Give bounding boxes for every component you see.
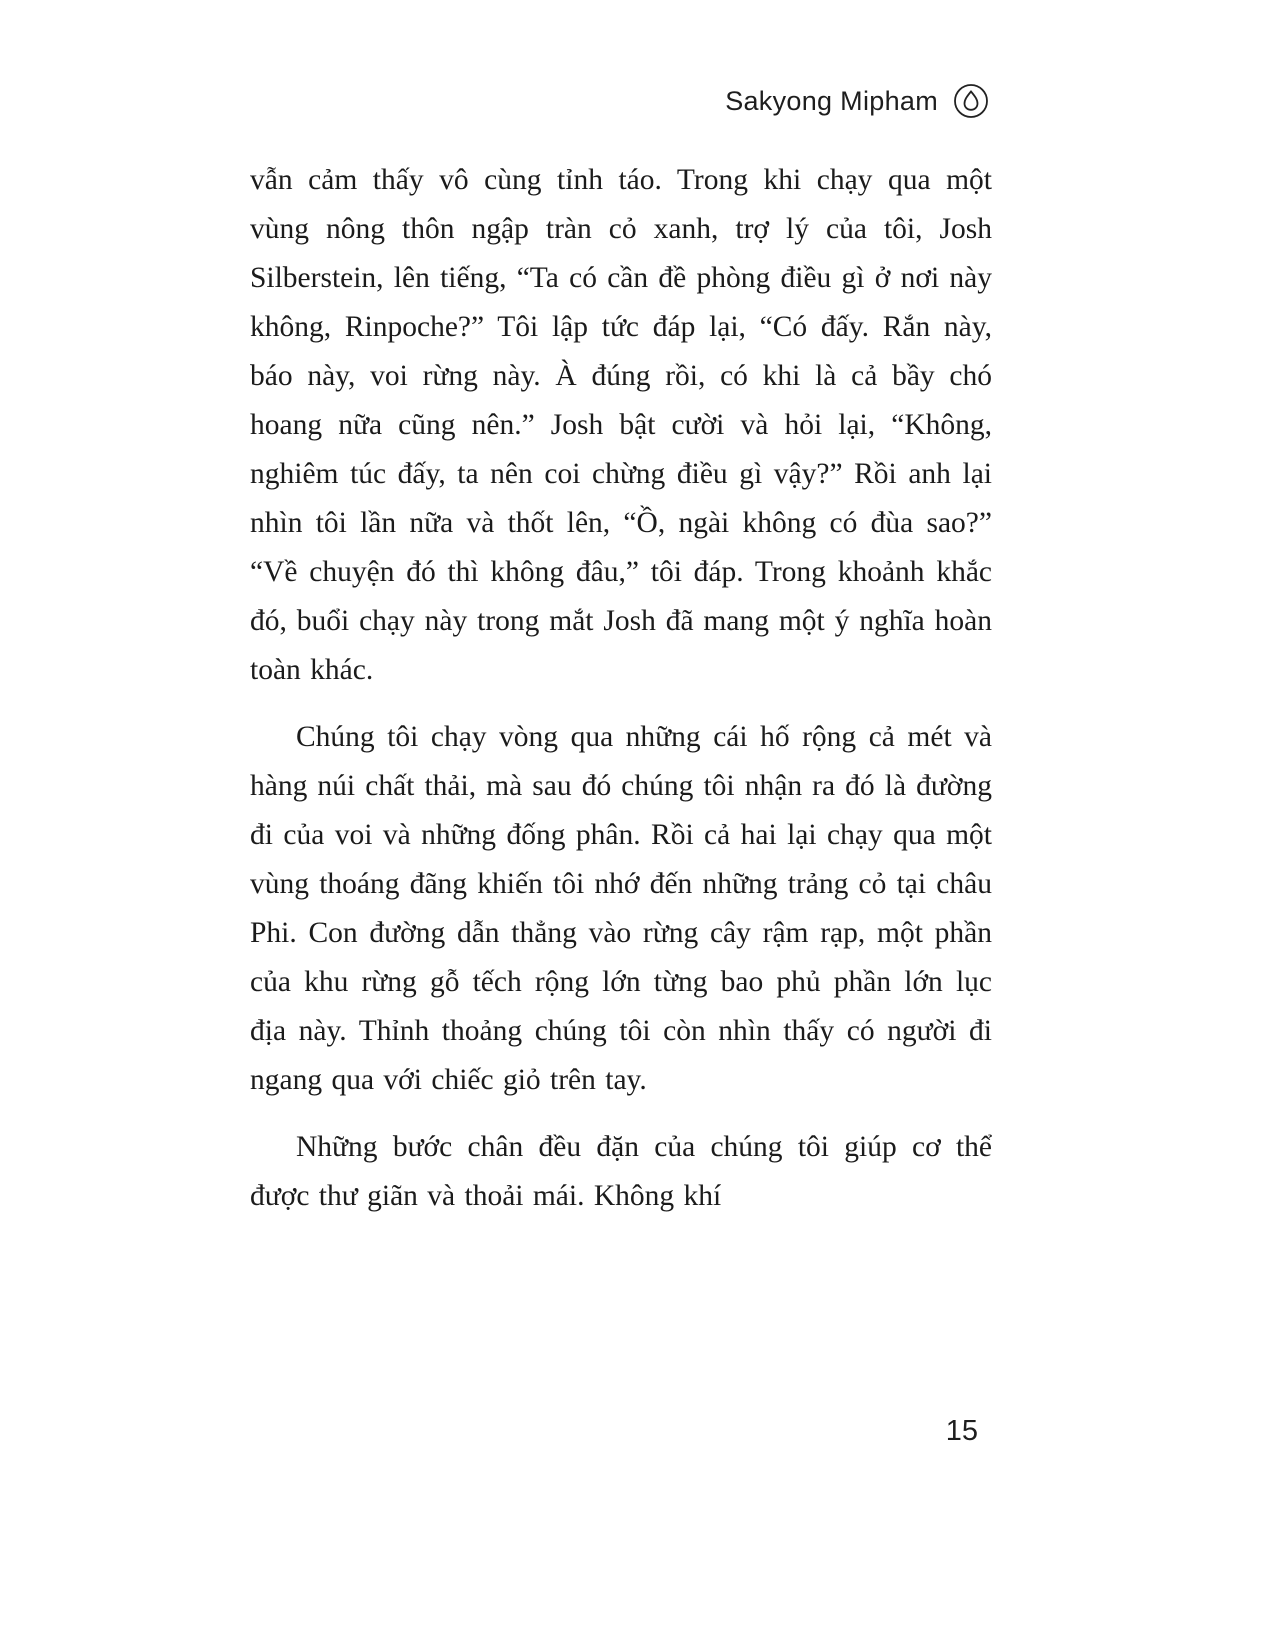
paragraph: Chúng tôi chạy vòng qua những cái hố rộng cả mét và hàng núi chất thải, mà sau đó chúng tôi nhận ra đó là đường đi của voi và những đống phân. Rồi cả hai lại chạy qua một vùng thoáng đãng khiến tôi nhớ đến những trảng cỏ tại châu Phi. Con đường dẫn thẳng vào rừng cây rậm rạp, một phần của khu rừng gỗ tếch rộng lớn từng bao phủ phần lớn lục địa này. Thỉnh thoảng chúng tôi còn nhìn thấy có người đi ngang qua với chiếc giỏ trên tay.	[250, 721, 992, 1096]
page-number: 15	[945, 1415, 978, 1447]
running-head-author: Sakyong Mipham	[725, 85, 938, 116]
paragraph: Những bước chân đều đặn của chúng tôi giúp cơ thể được thư giãn và thoải mái. Không khí	[250, 1131, 992, 1212]
lotus-drop-icon	[952, 82, 990, 120]
paragraph: vẫn cảm thấy vô cùng tỉnh táo. Trong khi chạy qua một vùng nông thôn ngập tràn cỏ xanh, trợ lý của tôi, Josh Silberstein, lên tiếng, “Ta có cần đề phòng điều gì ở nơi này không, Rinpoche?” Tôi lập tức đáp lại, “Có đấy. Rắn này, báo này, voi rừng này. À đúng rồi, có khi là cả bầy chó hoang nữa cũng nên.” Josh bật cười và hỏi lại, “Không, nghiêm túc đấy, ta nên coi chừng điều gì vậy?” Rồi anh lại nhìn tôi lần nữa và thốt lên, “Ồ, ngài không có đùa sao?” “Về chuyện đó thì không đâu,” tôi đáp. Trong khoảnh khắc đó, buổi chạy này trong mắt Josh đã mang một ý nghĩa hoàn toàn khác.	[250, 164, 992, 686]
page-body	[250, 156, 992, 1239]
page-footer	[250, 1415, 990, 1448]
page-header	[250, 82, 990, 120]
